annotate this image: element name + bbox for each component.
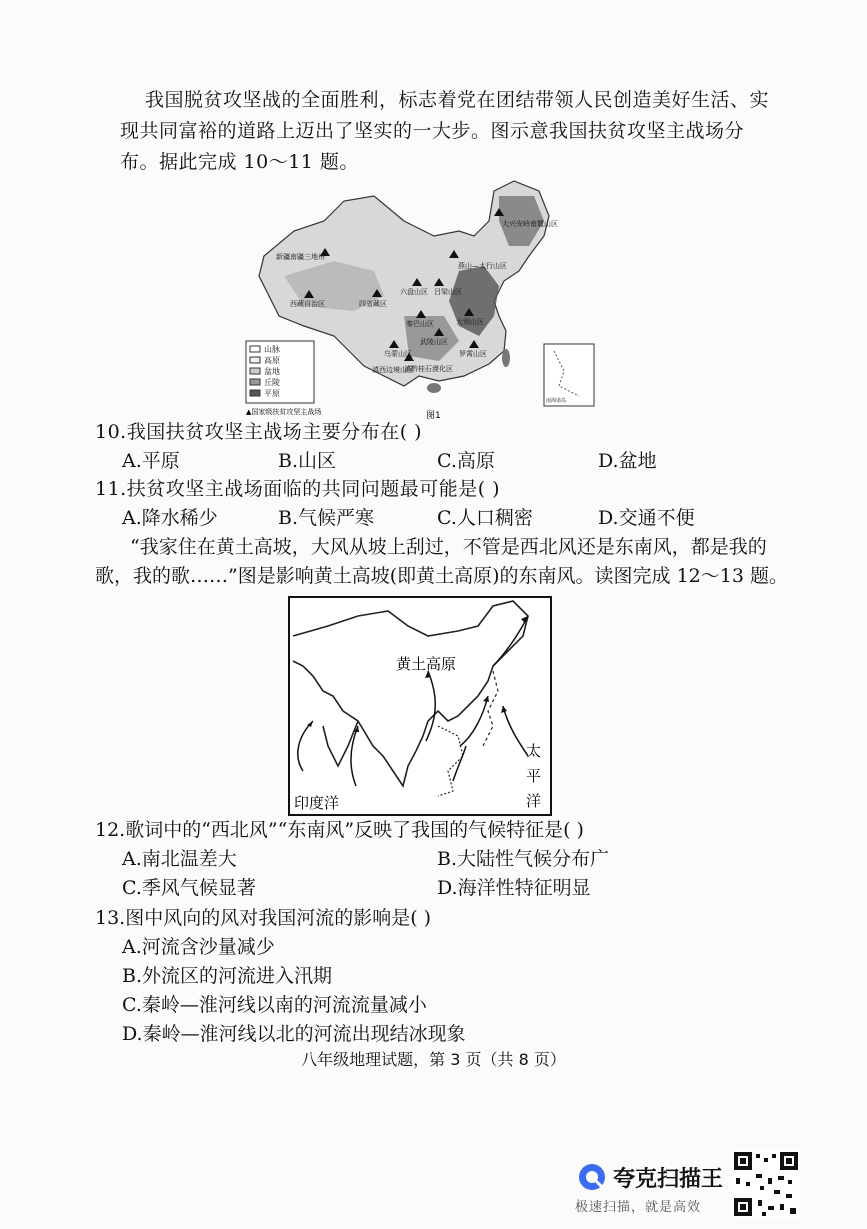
label-qinba: 秦巴山区	[406, 320, 434, 328]
q11-option-c[interactable]: C.人口稠密	[437, 507, 533, 529]
wind-map-figure	[288, 596, 552, 816]
label-sichuan-tibet: 四省藏区	[359, 300, 387, 308]
label-loess-plateau: 黄土高原	[396, 655, 457, 673]
legend-plain: 平原	[264, 389, 280, 398]
label-liupan: 六盘山区	[400, 288, 428, 296]
q11-stem: 11.扶贫攻坚主战场面临的共同问题最可能是( )	[95, 478, 501, 500]
q10-option-d[interactable]: D.盆地	[598, 450, 657, 472]
label-xinjiang: 新疆南疆三地州	[276, 253, 325, 261]
intro2-line-2: 歌，我的歌……”图是影响黄土高坡(即黄土高原)的东南风。读图完成 12～13 题。	[95, 565, 788, 587]
svg-text:洋: 洋	[526, 792, 542, 810]
q13-option-c[interactable]: C.秦岭—淮河线以南的河流流量减小	[122, 994, 427, 1016]
label-dianqiangui: 滇黔桂石漠化区	[404, 365, 453, 373]
svg-text:平: 平	[526, 767, 542, 785]
legend-mountain: 山脉	[264, 345, 280, 354]
brand-name: 夸克扫描王	[613, 1167, 724, 1192]
label-luoxiao: 罗霄山区	[459, 350, 487, 358]
poverty-map	[244, 176, 610, 422]
label-wumeng: 乌蒙山区	[384, 350, 412, 358]
q10-option-c[interactable]: C.高原	[437, 450, 495, 472]
label-dianxi: 滇西边境山区	[372, 366, 414, 374]
legend-note: ▲国家级扶贫攻坚主战场	[246, 408, 322, 416]
label-lvliang: 吕梁山区	[434, 288, 462, 296]
q12-option-a[interactable]: A.南北温差大	[122, 848, 237, 870]
qr-code-icon	[732, 1150, 800, 1218]
poverty-map-figure	[244, 176, 610, 422]
q10-option-b[interactable]: B.山区	[278, 450, 337, 472]
q11-option-a[interactable]: A.降水稀少	[122, 507, 218, 529]
label-wuling: 武陵山区	[420, 338, 448, 346]
intro-line-2: 现共同富裕的道路上迈出了坚实的一大步。图示意我国扶贫攻坚主战场分	[120, 120, 745, 142]
label-south-sea: 南海诸岛	[546, 398, 567, 404]
svg-text:太: 太	[526, 742, 542, 760]
label-indian-ocean: 印度洋	[294, 794, 340, 812]
legend-basin: 盆地	[264, 367, 280, 376]
q13-option-b[interactable]: B.外流区的河流进入汛期	[122, 965, 333, 987]
q13-option-d[interactable]: D.秦岭—淮河线以北的河流出现结冰现象	[122, 1023, 466, 1045]
q12-option-d[interactable]: D.海洋性特征明显	[437, 877, 591, 899]
q12-stem: 12.歌词中的“西北风”“东南风”反映了我国的气候特征是( )	[95, 819, 584, 841]
q13-stem: 13.图中风向的风对我国河流的影响是( )	[95, 907, 432, 929]
q10-option-a[interactable]: A.平原	[122, 450, 180, 472]
quark-logo-icon	[577, 1162, 607, 1192]
intro-line-3: 布。据此完成 10～11 题。	[120, 151, 359, 173]
q13-option-a[interactable]: A.河流含沙量减少	[122, 936, 275, 958]
q11-option-b[interactable]: B.气候严寒	[278, 507, 375, 529]
legend-plateau: 高原	[264, 356, 280, 365]
label-daxinganling: 大兴安岭南麓山区	[502, 220, 558, 228]
legend-hill: 丘陵	[264, 378, 280, 387]
label-yanshan: 燕山—太行山区	[458, 262, 507, 270]
intro2-line-1: “我家住在黄土高坡，大风从坡上刮过，不管是西北风还是东南风，都是我的	[130, 536, 767, 558]
map1-caption: 图1	[426, 411, 441, 421]
label-dabie: 大别山区	[456, 318, 484, 326]
q12-option-c[interactable]: C.季风气候显著	[122, 877, 256, 899]
q12-option-b[interactable]: B.大陆性气候分布广	[437, 848, 610, 870]
label-pacific-ocean	[526, 742, 541, 810]
page-footer: 八年级地理试题，第 3 页（共 8 页）	[301, 1050, 566, 1069]
label-tibet: 西藏自治区	[290, 300, 325, 308]
q11-option-d[interactable]: D.交通不便	[598, 507, 695, 529]
q10-stem: 10.我国扶贫攻坚主战场主要分布在( )	[95, 421, 423, 443]
brand-slogan: 极速扫描，就是高效	[575, 1200, 702, 1215]
intro-line-1: 我国脱贫攻坚战的全面胜利，标志着党在团结带领人民创造美好生活、实	[145, 89, 770, 111]
wind-map	[288, 596, 552, 816]
